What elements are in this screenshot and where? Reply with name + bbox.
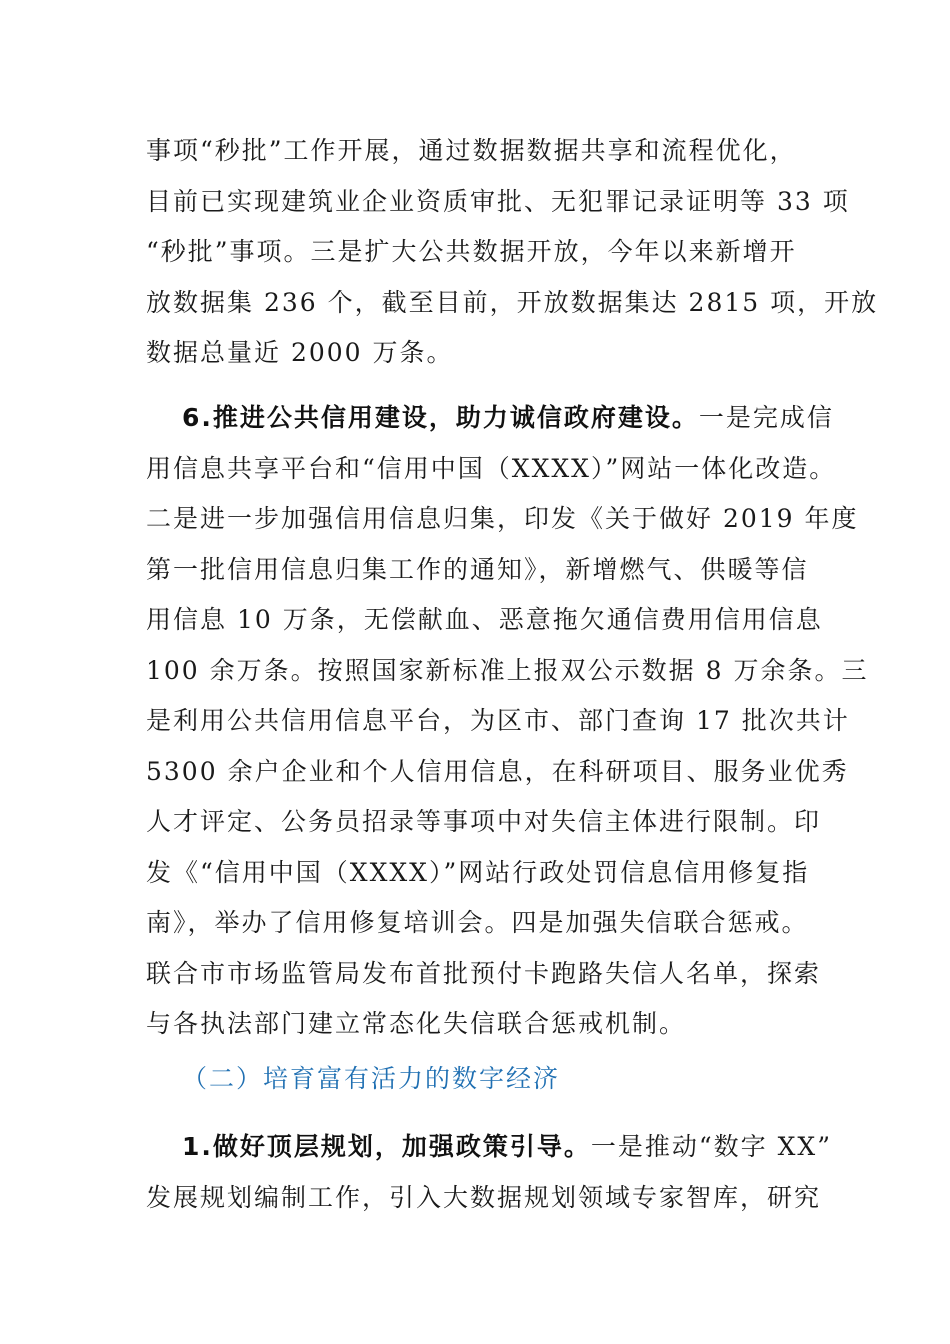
text-line: 100 余万条。按照国家新标准上报双公示数据 8 万余条。三	[146, 655, 869, 685]
text-line: 联合市市场监管局发布首批预付卡跑路失信人名单，探索	[146, 958, 822, 988]
text-line: 发《“信用中国（XXXX）”网站行政处罚信息信用修复指	[146, 857, 810, 887]
text-run: 一是完成信	[698, 403, 834, 432]
paragraph-continuation	[146, 126, 879, 379]
text-line: 事项“秒批”工作开展，通过数据数据共享和流程优化，	[146, 136, 797, 165]
text-line: 与各执法部门建立常态化失信联合惩戒机制。	[146, 1009, 687, 1038]
text-line: 目前已实现建筑业企业资质审批、无犯罪记录证明等 33 项	[146, 186, 850, 216]
paragraph-top-level-planning	[146, 1122, 833, 1223]
text-line: 用信息 10 万条，无偿献血、恶意拖欠通信费用信用信息	[146, 605, 823, 634]
text-run: 一是推动“数字 XX”	[590, 1132, 833, 1161]
text-line: 二是进一步加强信用信息归集，印发《关于做好 2019 年度	[146, 504, 859, 533]
text-line: 放数据集 236 个，截至目前，开放数据集达 2815 项，开放	[146, 287, 879, 317]
text-line: 数据总量近 2000 万条。	[146, 338, 454, 367]
section-heading: （二）培育富有活力的数字经济	[182, 1064, 561, 1093]
text-line: 发展规划编制工作，引入大数据规划领域专家智库，研究	[146, 1182, 822, 1212]
paragraph-lead-title: 6.推进公共信用建设，助力诚信政府建设。	[182, 403, 699, 432]
text-line: 是利用公共信用信息平台，为区市、部门查询 17 批次共计	[146, 706, 850, 735]
text-line: 南》，举办了信用修复培训会。四是加强失信联合惩戒。	[146, 908, 809, 937]
text-line: 人才评定、公务员招录等事项中对失信主体进行限制。印	[146, 807, 822, 836]
text-line: “秒批”事项。三是扩大公共数据开放，今年以来新增开	[146, 237, 797, 266]
text-line: 第一批信用信息归集工作的通知》，新增燃气、供暖等信	[146, 554, 809, 584]
paragraph-first-line	[146, 393, 834, 444]
text-line: 5300 余户企业和个人信用信息，在科研项目、服务业优秀	[146, 756, 849, 786]
paragraph-public-credit	[146, 393, 869, 1050]
paragraph-first-line	[146, 1122, 833, 1173]
text-line: 用信息共享平台和“信用中国（XXXX）”网站一体化改造。	[146, 453, 837, 483]
paragraph-lead-title: 1.做好顶层规划，加强政策引导。	[182, 1132, 591, 1161]
